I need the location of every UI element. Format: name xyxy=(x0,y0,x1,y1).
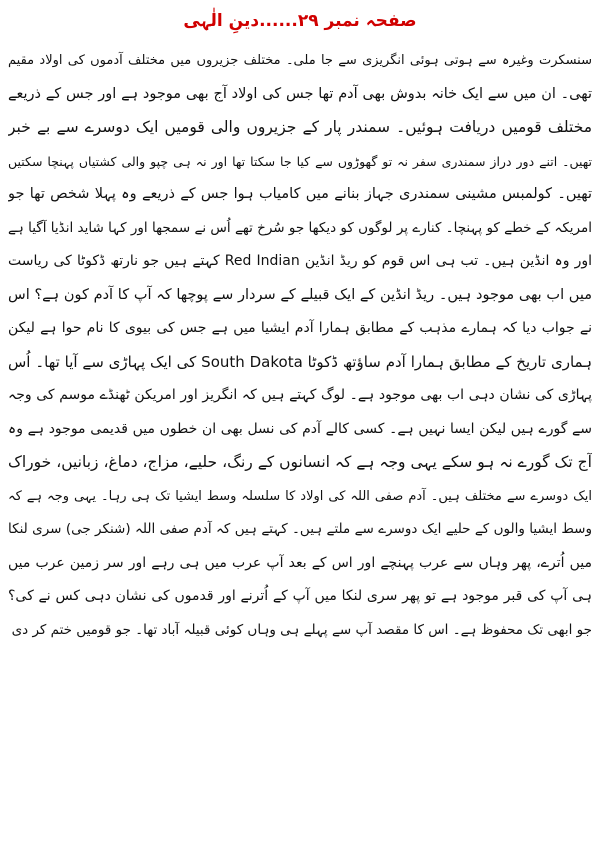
text-line: ہی آپ کی قبر موجود ہے تو پھر سری لنکا میں آپ کے اُترنے اور قدموں کی نشان دہی کس نے کی؟ xyxy=(8,588,592,604)
text-line: جو ابھی تک محفوظ ہے۔ اس کا مقصد آپ سے پہلے ہی وہاں کوئی قبیلہ آباد تھا۔ جو قومیں ختم کر دی xyxy=(11,621,592,638)
text-line: تھیں۔ اتنے دور دراز سمندری سفر نہ تو گھوڑوں سے کیا جا سکتا تھا اور نہ ہی چپو والی کشتیاں پہنچا سکتیں xyxy=(8,153,592,169)
text-line: نے جواب دیا کہ ہمارے مذہب کے مطابق ہمارا آدم ایشیا میں ہے جس کی بیوی کا نام حوا ہے لیکن xyxy=(8,320,592,336)
text-line: تھی۔ ان میں سے ایک خانہ بدوش بھی آدم تھا جس کی اولاد آج بھی موجود ہے اور جس کے ذریعے xyxy=(8,85,592,102)
page-header: صفحہ نمبر ۲۹......دینِ الٰہی xyxy=(183,11,417,31)
text-line: پہاڑی کی نشان دہی اب بھی موجود ہے۔ لوگ کہتے ہیں کہ انگریز اور امریکن ٹھنڈے موسم کی وجہ xyxy=(8,387,592,403)
body-paragraph xyxy=(8,44,592,844)
text-line: اور وہ انڈین ہیں۔ تب ہی اس قوم کو ریڈ انڈین Red Indian کہتے ہیں جو نارتھ ڈکوٹا کی ریاست xyxy=(8,253,592,269)
text-line: وسط ایشیا والوں کے حلیے ایک دوسرے سے ملتے ہیں۔ کہتے ہیں کہ آدم صفی اللہ (شنکر جی) سری لنکا xyxy=(8,521,592,537)
text-line: میں اب بھی موجود ہیں۔ ریڈ انڈین کے ایک قبیلے کے سردار سے پوچھا کہ آپ کا آدم کون ہے؟ اس xyxy=(8,286,592,303)
text-line: سے گورے ہیں لیکن ایسا نہیں ہے۔ کسی کالے آدم کی نسل بھی ان خطوں میں قدیمی موجود ہے وہ xyxy=(8,420,592,437)
text-line: تھیں۔ کولمبس مشینی سمندری جہاز بنانے میں کامیاب ہوا جس کے ذریعے وہ پہلا شخص تھا جو xyxy=(8,186,592,202)
text-line: سنسکرت وغیرہ سے ہوتی ہوئی انگریزی سے جا ملی۔ مختلف جزیروں میں مختلف آدموں کی اولاد مقیم xyxy=(8,53,592,68)
text-line: امریکہ کے خطے کو پہنچا۔ کنارے پر لوگوں کو دیکھا جو سُرخ تھے اُس نے سمجھا اور کہا شاید انڈیا آگیا ہے xyxy=(8,219,592,236)
text-line: میں اُترے، پھر وہاں سے عرب پہنچے اور اس کے بعد آپ عرب میں ہی رہے اور سر زمین عرب میں xyxy=(8,554,592,571)
text-line: ہماری تاریخ کے مطابق ہمارا آدم ساؤتھ ڈکوٹا South Dakota کی ایک پہاڑی سے آیا تھا۔ اُس xyxy=(8,352,592,371)
text-line: ایک دوسرے سے مختلف ہیں۔ آدم صفی اللہ کی اولاد کا سلسلہ وسط ایشیا تک ہی رہا۔ یہی وجہ ہے کہ xyxy=(8,488,592,504)
text-line: مختلف قومیں دریافت ہوئیں۔ سمندر پار کے جزیروں والی قومیں ایک دوسرے سے بے خبر xyxy=(8,118,592,136)
text-line: آج تک گورے نہ ہو سکے یہی وجہ ہے کہ انسانوں کے رنگ، حلیے، مزاج، دماغ، زبانیں، خوراک xyxy=(8,453,592,471)
